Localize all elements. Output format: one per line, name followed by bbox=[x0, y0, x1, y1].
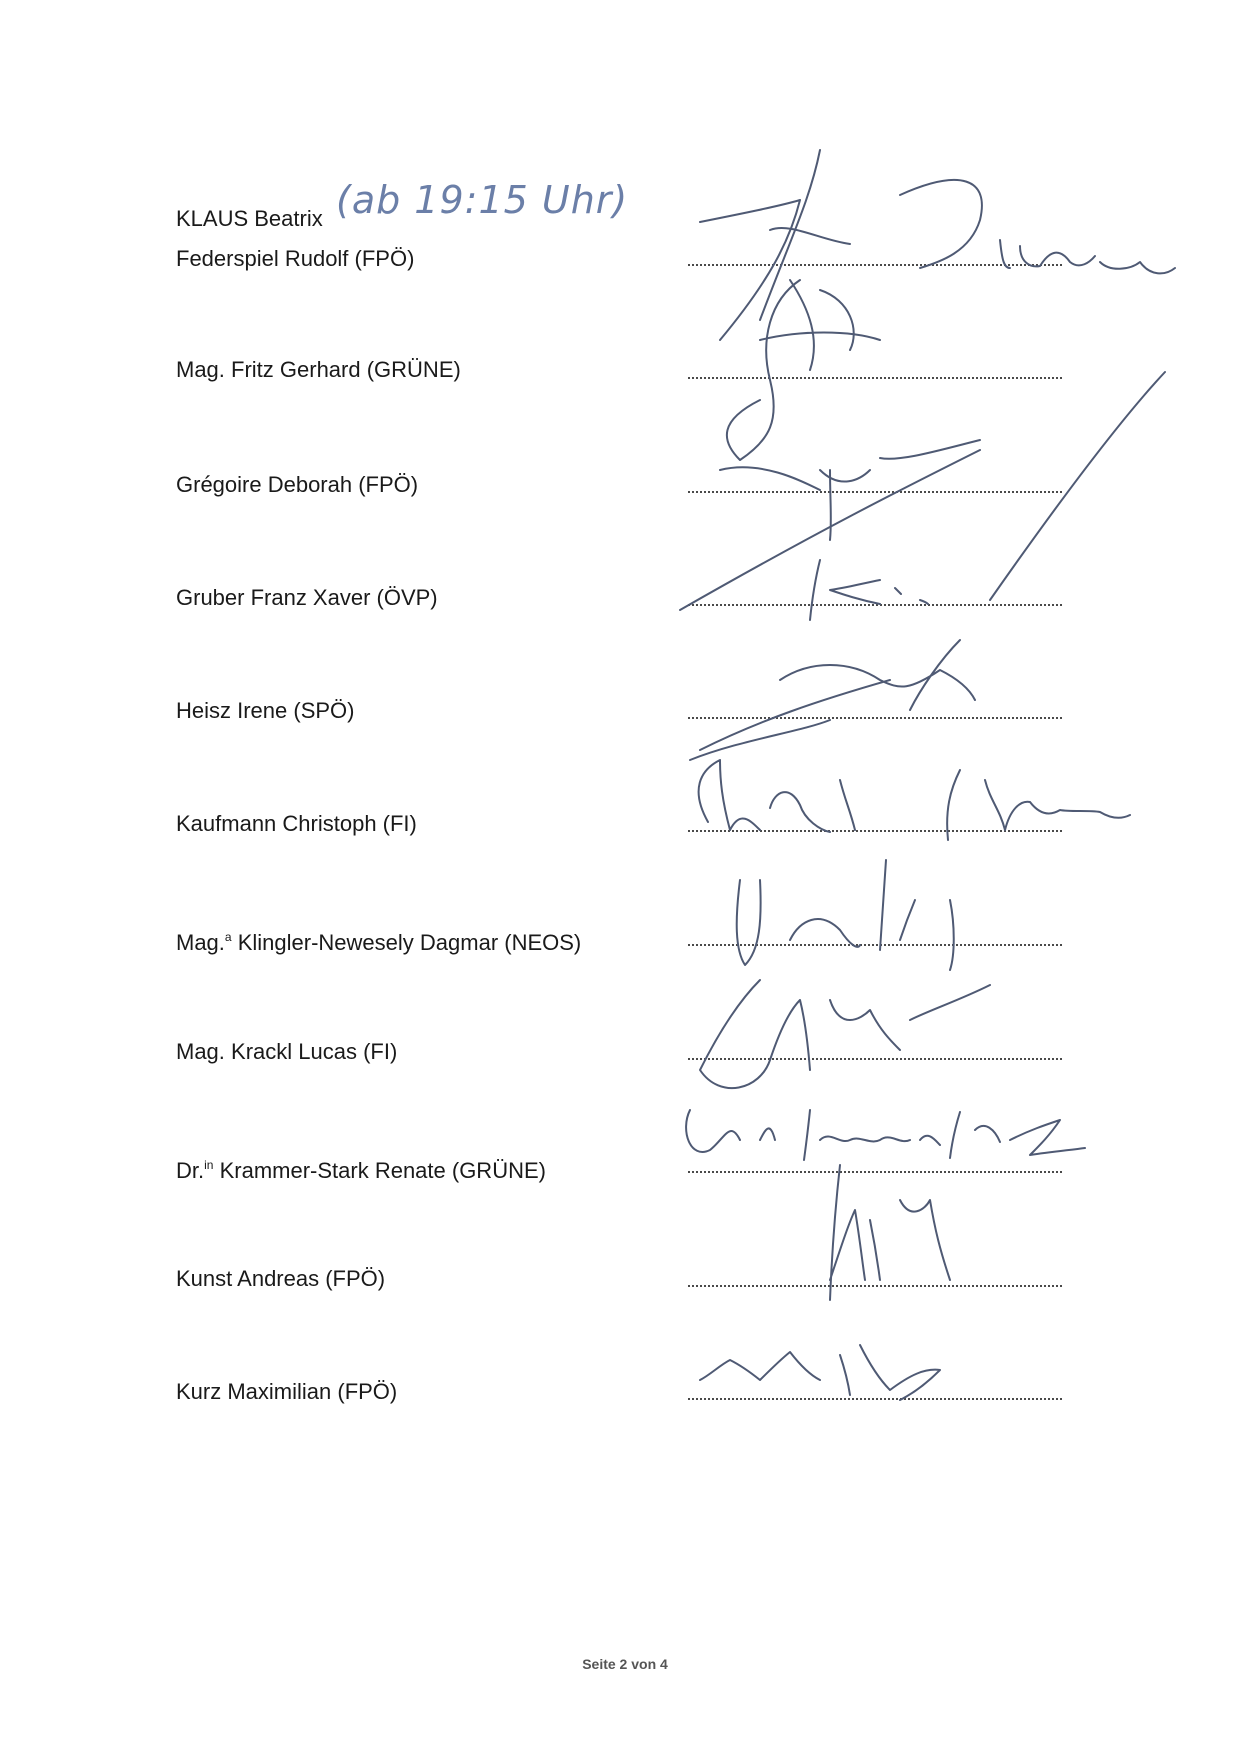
signature-krammer-stark bbox=[686, 1110, 1085, 1160]
signature-line bbox=[688, 944, 1062, 946]
signature-kunst bbox=[830, 1165, 950, 1300]
signature-kurz bbox=[700, 1345, 940, 1400]
signature-line bbox=[688, 491, 1062, 493]
member-name-krammer-stark bbox=[176, 1152, 546, 1184]
handwritten-time-note: (ab 19:15 Uhr) bbox=[336, 178, 629, 222]
signature-line bbox=[688, 830, 1062, 832]
signature-line bbox=[688, 1285, 1062, 1287]
signature-line bbox=[688, 264, 1062, 266]
member-name-federspiel: Federspiel Rudolf (FPÖ) bbox=[176, 246, 415, 271]
member-name-kunst: Kunst Andreas (FPÖ) bbox=[176, 1266, 386, 1291]
signature-gruber bbox=[680, 450, 980, 620]
signature-line bbox=[688, 377, 1062, 379]
signature-kaufmann bbox=[699, 760, 1130, 840]
signature-line bbox=[688, 717, 1062, 719]
member-name-klaus-beatrix: KLAUS Beatrix bbox=[176, 206, 323, 231]
signature-heisz bbox=[690, 640, 975, 760]
member-name-klingler-newesely bbox=[176, 924, 581, 956]
member-name-krackl: Mag. Krackl Lucas (FI) bbox=[176, 1039, 398, 1064]
signature-line bbox=[688, 1171, 1062, 1173]
signature-klaus bbox=[700, 150, 1175, 340]
signature-gregoire bbox=[720, 372, 1165, 600]
page-number: Seite 2 von 4 bbox=[582, 1656, 668, 1672]
signature-line bbox=[688, 1398, 1062, 1400]
signature-line bbox=[688, 604, 1062, 606]
academic-title: Dr. bbox=[176, 1158, 205, 1183]
member-name-kaufmann: Kaufmann Christoph (FI) bbox=[176, 811, 417, 836]
academic-title-suffix: in bbox=[204, 1158, 214, 1172]
member-name-gregoire: Grégoire Deborah (FPÖ) bbox=[176, 472, 419, 497]
member-name-fritz: Mag. Fritz Gerhard (GRÜNE) bbox=[176, 357, 461, 382]
member-name-heisz: Heisz Irene (SPÖ) bbox=[176, 698, 355, 723]
member-name-text: Klingler-Newesely Dagmar (NEOS) bbox=[231, 930, 582, 955]
member-name-gruber: Gruber Franz Xaver (ÖVP) bbox=[176, 585, 438, 610]
signature-krackl bbox=[700, 980, 990, 1088]
signature-fritz bbox=[727, 280, 880, 460]
academic-title: Mag. bbox=[176, 930, 225, 955]
member-name-text: Krammer-Stark Renate (GRÜNE) bbox=[213, 1158, 546, 1183]
member-name-kurz: Kurz Maximilian (FPÖ) bbox=[176, 1379, 398, 1404]
signature-klingler bbox=[737, 860, 954, 970]
academic-title-suffix: a bbox=[224, 930, 232, 944]
signature-line bbox=[688, 1058, 1062, 1060]
